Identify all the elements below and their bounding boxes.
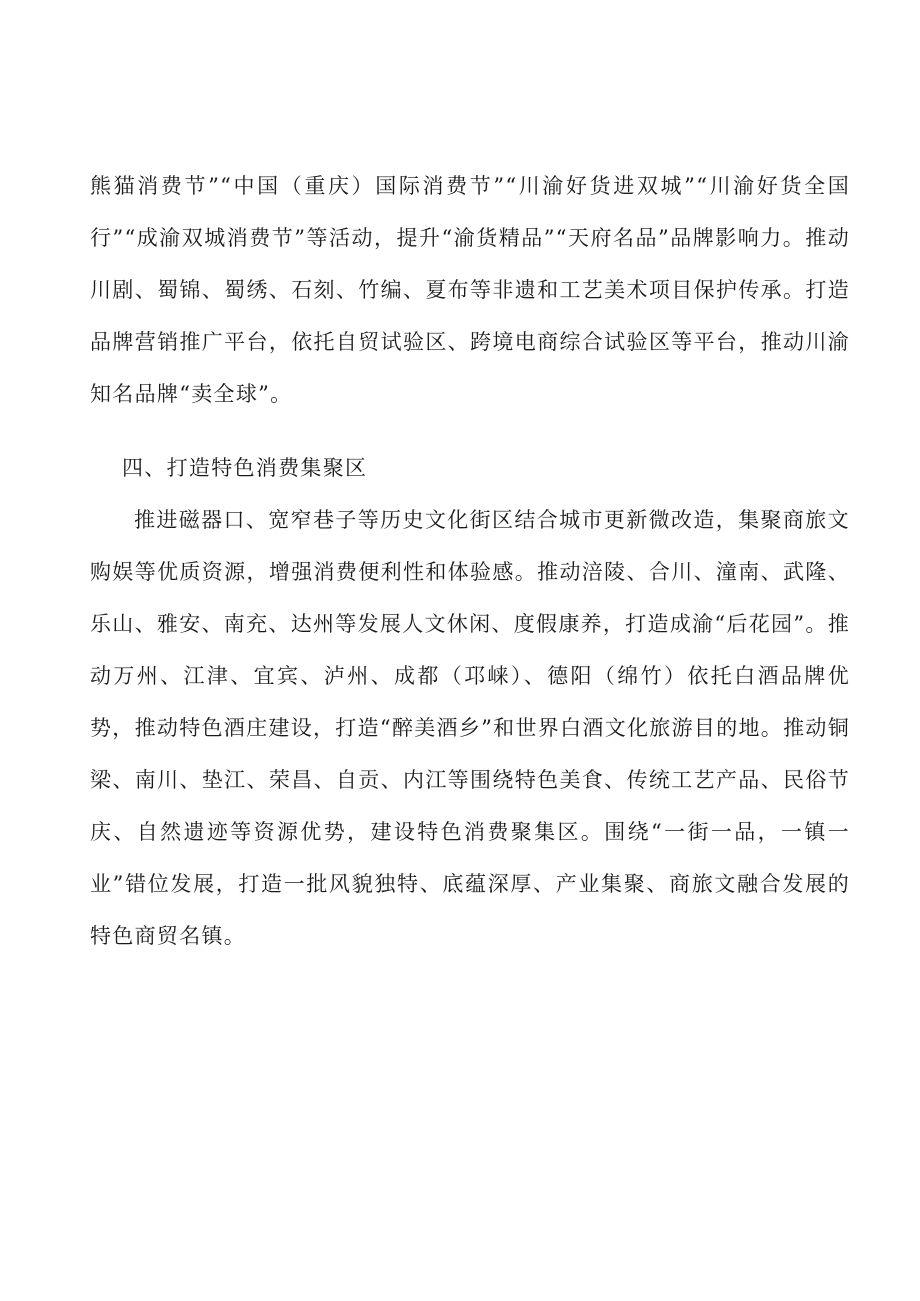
section-heading: 四、打造特色消费集聚区 [122, 456, 368, 480]
section-body-paragraph [90, 494, 850, 962]
paragraph-text: 推进磁器口、宽窄巷子等历史文化街区结合城市更新微改造，集聚商旅文购娱等优质资源，增强消费便利性和体验感。推动涪陵、合川、潼南、武隆、乐山、雅安、南充、达州等发展人文休闲、度假康养，打造成渝“后花园”。推动万州、江津、宜宾、泸州、成都（邛崃）、德阳（绵竹）依托白酒品牌优势，推动特色酒庄建设，打造“醉美酒乡”和世界白酒文化旅游目的地。推动铜梁、南川、垫江、荣昌、自贡、内江等围绕特色美食、传统工艺产品、民俗节庆、自然遗迹等资源优势，建设特色消费聚集区。围绕“一街一品，一镇一业”错位发展，打造一批风貌独特、底蕴深厚、产业集聚、商旅文融合发展的特色商贸名镇。 [90, 508, 850, 948]
body-paragraph [90, 160, 850, 420]
paragraph-text: 熊猫消费节”“中国（重庆）国际消费节”“川渝好货进双城”“川渝好货全国行”“成渝双城消费节”等活动，提升“渝货精品”“天府名品”品牌影响力。推动川剧、蜀锦、蜀绣、石刻、竹编、夏布等非遗和工艺美术项目保护传承。打造品牌营销推广平台，依托自贸试验区、跨境电商综合试验区等平台，推动川渝知名品牌“卖全球”。 [90, 174, 850, 406]
